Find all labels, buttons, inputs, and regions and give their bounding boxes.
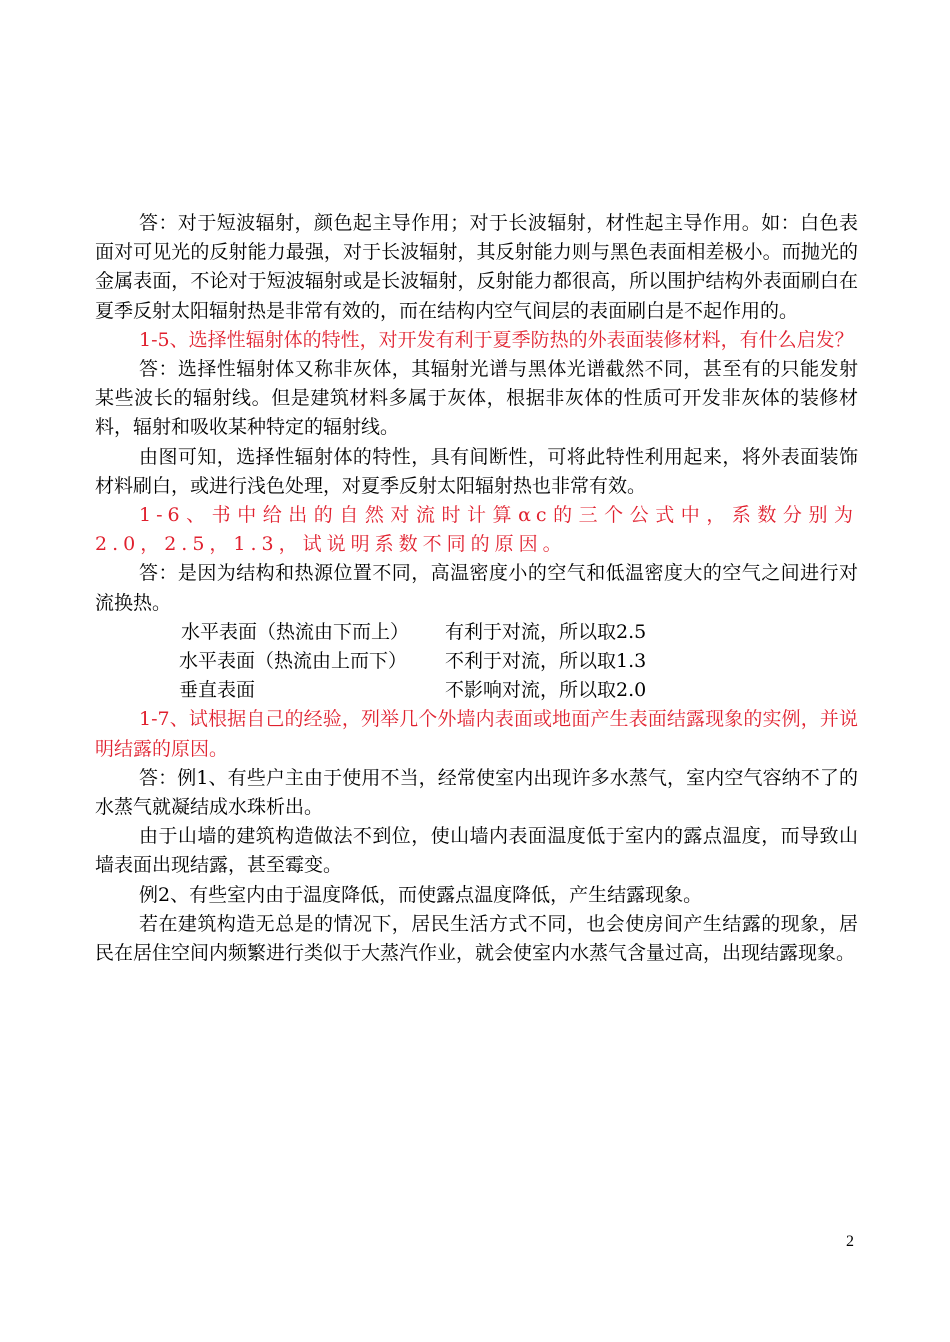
answer-paragraph: 由于山墙的建筑构造做法不到位，使山墙内表面温度低于室内的露点温度，而导致山墙表面出现结露，甚至霉变。 [95,825,858,877]
effect-cell: 不影响对流，所以取2.0 [445,679,647,702]
effect-cell: 有利于对流，所以取2.5 [445,620,647,643]
answer-paragraph: 由图可知，选择性辐射体的特性，具有间断性，可将此特性利用起来，将外表面装饰材料刷白，或进行浅色处理，对夏季反射太阳辐射热也非常有效。 [95,445,858,497]
coefficient-table [95,618,858,706]
surface-cell: 垂直表面 [179,679,256,702]
question-1-5: 1-5、选择性辐射体的特性，对开发有利于夏季防热的外表面装修材料，有什么启发？ [139,328,854,351]
answer-paragraph: 例2、有些室内由于温度降低，而使露点温度降低，产生结露现象。 [139,883,703,906]
answer-paragraph: 答：选择性辐射体又称非灰体，其辐射光谱与黑体光谱截然不同，甚至有的只能发射某些波长的辐射线。但是建筑材料多属于灰体，根据非灰体的性质可开发非灰体的装修材料，辐射和吸收某种特定的辐射线。 [95,358,858,439]
question-1-6: 1-6、书中给出的自然对流时计算αc的三个公式中，系数分别为2.0，2.5，1.3，试说明系数不同的原因。 [95,504,858,556]
table-row [95,618,858,647]
effect-cell: 不利于对流，所以取1.3 [445,650,647,673]
answer-paragraph: 答：对于短波辐射，颜色起主导作用；对于长波辐射，材性起主导作用。如：白色表面对可见光的反射能力最强，对于长波辐射，其反射能力则与黑色表面相差极小。而抛光的金属表面，不论对于短波辐射或是长波辐射，反射能力都很高，所以围护结构外表面刷白在夏季反射太阳辐射热是非常有效的，而在结构内空气间层的表面刷白是不起作用的。 [95,212,858,322]
table-row [95,647,858,676]
answer-paragraph: 答：是因为结构和热源位置不同，高温密度小的空气和低温密度大的空气之间进行对流换热。 [95,562,858,614]
document-body [95,209,858,968]
surface-cell: 水平表面（热流由下而上） [181,620,410,643]
surface-cell: 水平表面（热流由上而下） [179,650,408,673]
answer-paragraph: 若在建筑构造无总是的情况下，居民生活方式不同，也会使房间产生结露的现象，居民在居住空间内频繁进行类似于大蒸汽作业，就会使室内水蒸气含量过高，出现结露现象。 [95,912,858,965]
page-number: 2 [846,1233,854,1250]
answer-paragraph: 答：例1、有些户主由于使用不当，经常使室内出现许多水蒸气，室内空气容纳不了的水蒸气就凝结成水珠析出。 [95,766,858,819]
table-row [95,676,858,705]
question-1-7: 1-7、试根据自己的经验，列举几个外墙内表面或地面产生表面结露现象的实例，并说明结露的原因。 [95,708,858,760]
